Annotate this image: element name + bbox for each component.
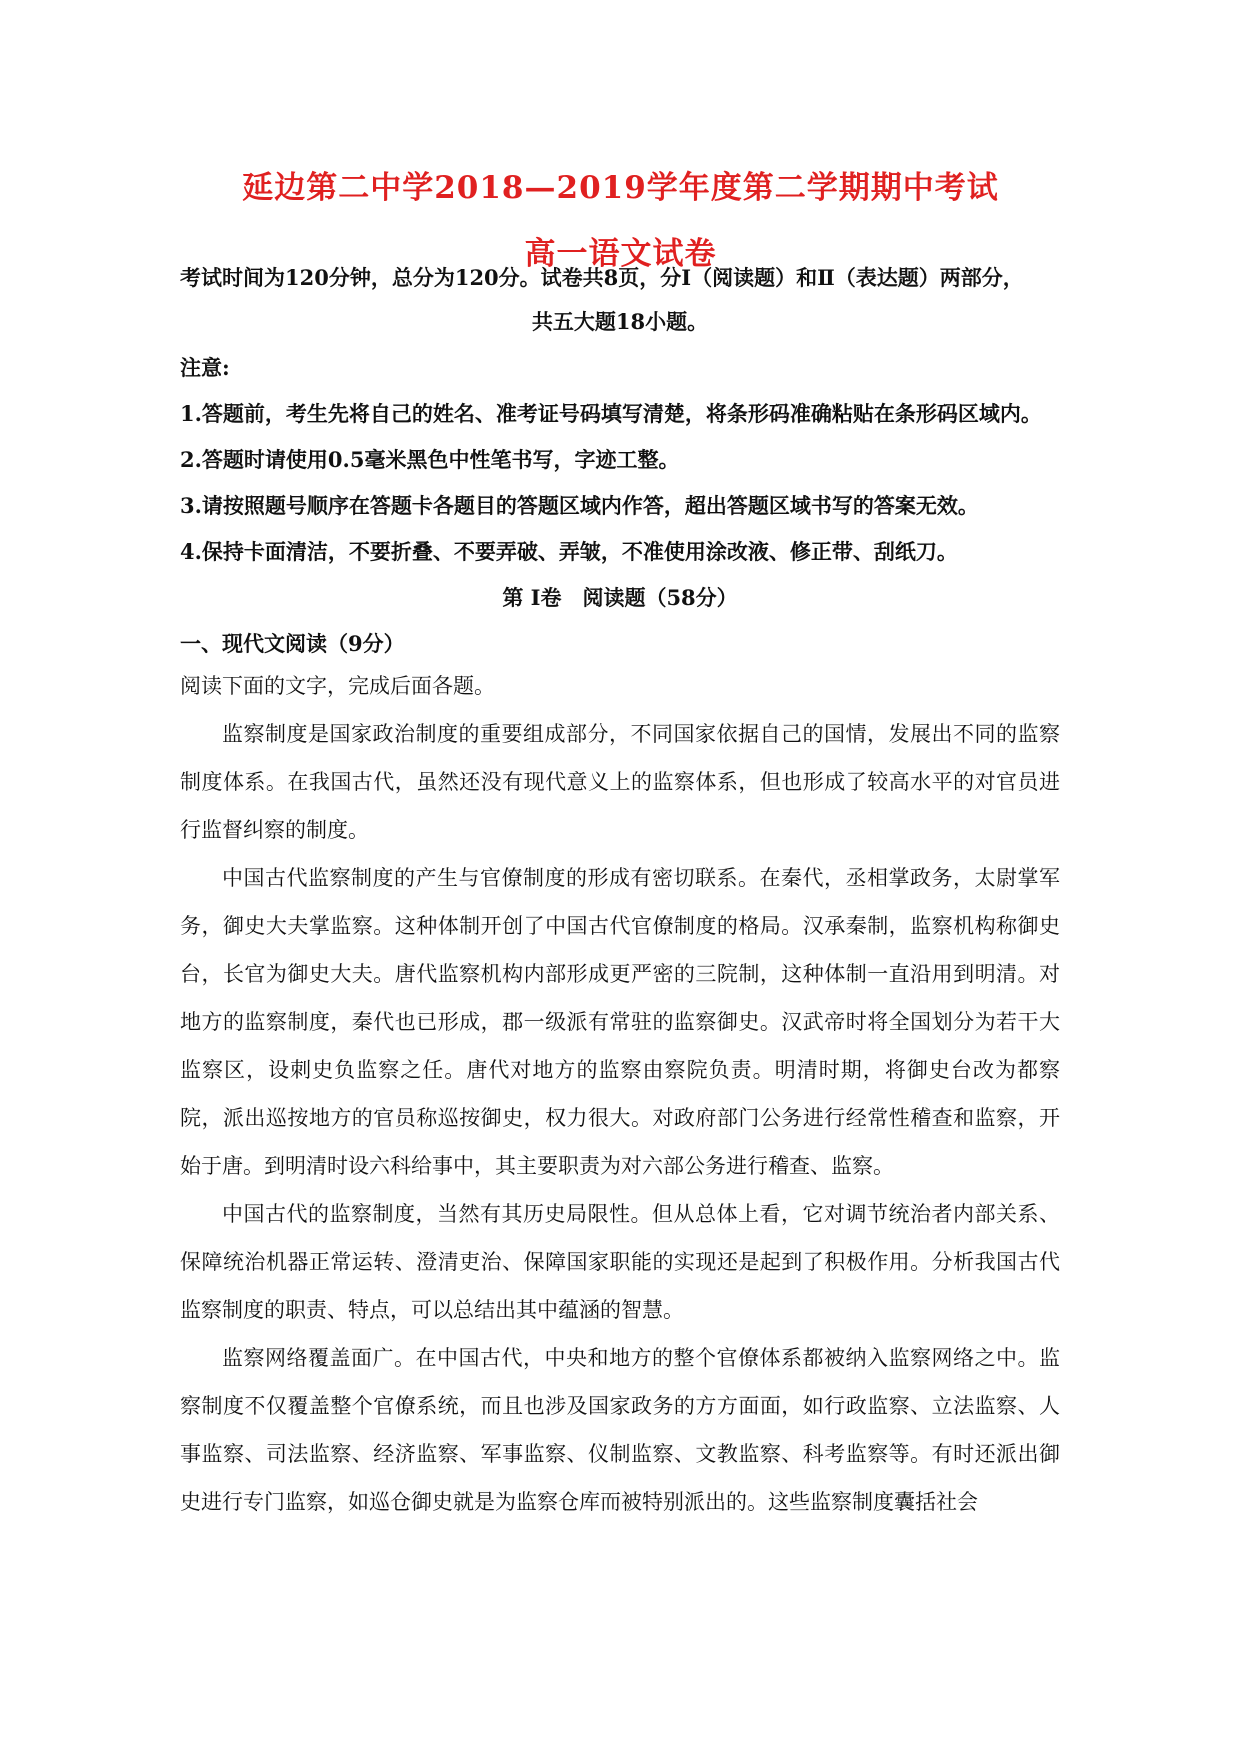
notice-item-3: 3.请按照题号顺序在答题卡各题目的答题区域内作答，超出答题区域书写的答案无效。 (180, 493, 979, 518)
intro-line-1: 考试时间为120分钟，总分为120分。试卷共8页，分Ⅰ（阅读题）和Ⅱ（表达题）两部分， (180, 265, 1024, 290)
exam-title: 延边第二中学2018—2019学年度第二学期期中考试 (242, 170, 999, 206)
part-title: 一、现代文阅读（9分） (180, 631, 405, 656)
notice-heading: 注意: (180, 355, 230, 380)
passage-paragraph-3: 中国古代的监察制度，当然有其历史局限性。但从总体上看，它对调节统治者内部关系、保障统治机器正常运转、澄清吏治、保障国家职能的实现还是起到了积极作用。分析我国古代监察制度的职责、特点，可以总结出其中蕴涵的智慧。 (180, 1202, 1060, 1322)
passage-body (180, 662, 1060, 1526)
passage-paragraph-2: 中国古代监察制度的产生与官僚制度的形成有密切联系。在秦代，丞相掌政务，太尉掌军务，御史大夫掌监察。这种体制开创了中国古代官僚制度的格局。汉承秦制，监察机构称御史台，长官为御史大夫。唐代监察机构内部形成更严密的三院制，这种体制一直沿用到明清。对地方的监察制度，秦代也已形成，郡一级派有常驻的监察御史。汉武帝时将全国划分为若干大监察区，设刺史负监察之任。唐代对地方的监察由察院负责。明清时期，将御史台改为都察院，派出巡按地方的官员称巡按御史，权力很大。对政府部门公务进行经常性稽查和监察，开始于唐。到明清时设六科给事中，其主要职责为对六部公务进行稽查、监察。 (180, 866, 1060, 1178)
notice-item-2: 2.答题时请使用0.5毫米黑色中性笔书写，字迹工整。 (180, 447, 680, 472)
notice-item-1: 1.答题前，考生先将自己的姓名、准考证号码填写清楚，将条形码准确粘贴在条形码区域内。 (180, 401, 1042, 426)
intro-line-2: 共五大题18小题。 (531, 309, 709, 334)
notice-item-4: 4.保持卡面清洁，不要折叠、不要弄破、弄皱，不准使用涂改液、修正带、刮纸刀。 (180, 539, 958, 564)
reading-instruction: 阅读下面的文字，完成后面各题。 (180, 674, 495, 698)
passage-paragraph-1: 监察制度是国家政治制度的重要组成部分，不同国家依据自己的国情，发展出不同的监察制度体系。在我国古代，虽然还没有现代意义上的监察体系，但也形成了较高水平的对官员进行监督纠察的制度。 (180, 722, 1060, 842)
volume-title: 第 Ⅰ卷 阅读题（58分） (502, 585, 738, 610)
passage-paragraph-4: 监察网络覆盖面广。在中国古代，中央和地方的整个官僚体系都被纳入监察网络之中。监察制度不仅覆盖整个官僚系统，而且也涉及国家政务的方方面面，如行政监察、立法监察、人事监察、司法监察、经济监察、军事监察、仪制监察、文教监察、科考监察等。有时还派出御史进行专门监察，如巡仓御史就是为监察仓库而被特别派出的。这些监察制度囊括社会 (180, 1346, 1060, 1514)
exam-subtitle: 高一语文试卷 (524, 236, 717, 272)
